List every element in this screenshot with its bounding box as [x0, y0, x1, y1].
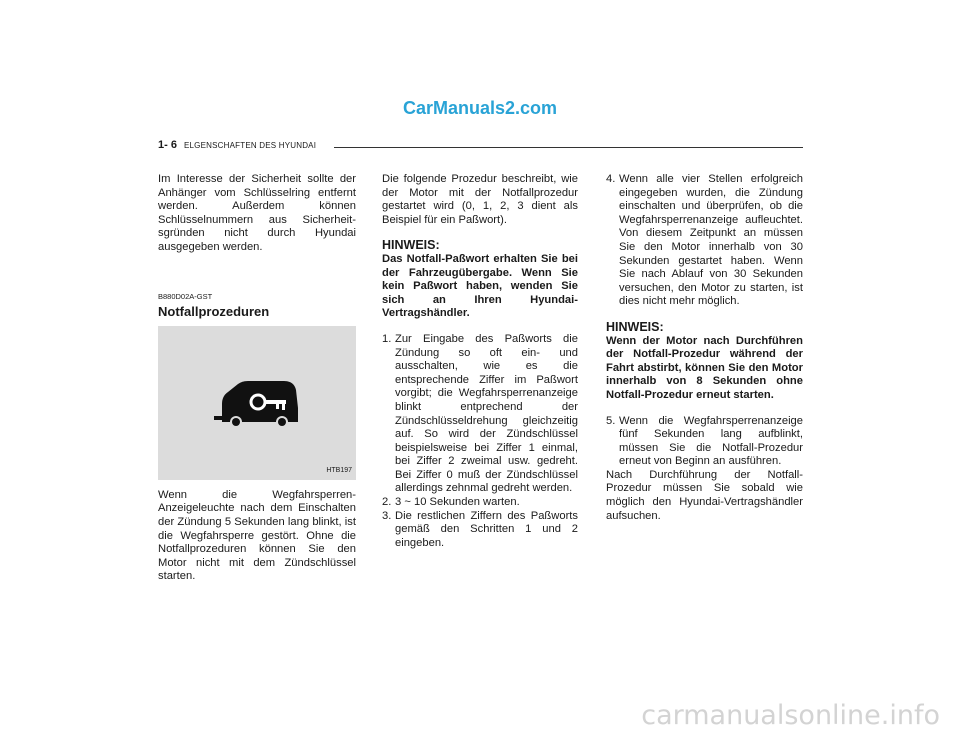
list-item — [606, 173, 803, 309]
list-item — [382, 496, 578, 510]
list-item — [382, 510, 578, 551]
step-text: Die restlichen Ziffern des Paßworts gemäß den Schritten 1 und 2 eingeben. — [395, 509, 578, 549]
section-heading: Notfallprozeduren — [158, 304, 270, 320]
list-item — [606, 415, 803, 469]
malfunction-paragraph: Wenn die Wegfahrsperren-Anzeigeleuchte nach dem Einschalten der Zündung 5 Sekunden lang blinkt, ist die Wegfahrsperre gestört. Ohne die Notfallprozeduren können Sie den Motor nicht mit dem Zündschlüssel starten. — [158, 488, 356, 583]
procedure-intro: Die folgende Prozedur beschreibt, wie der Motor mit der Notfallprozedur gestartet wird (0, 1, 2, 3 dient als Beispiel für ein Paßwort). — [382, 173, 578, 226]
section-title: ELGENSCHAFTEN DES HYUNDAI — [184, 141, 317, 150]
intro-paragraph: Im Interesse der Sicherheit sollte der Anhänger vom Schlüsselring entfernt werden. Außerdem können Schlüsselnummern aus Sicherheit-sgründen nicht durch Hyundai ausgegeben werden. — [158, 173, 356, 253]
step-text: Wenn die Wegfahrsperrenanzeige fünf Sekunden lang aufblinkt, müssen Sie die Notfall-Prozedur erneut von Beginn an ausführen. — [619, 414, 803, 468]
watermark-bottom: carmanualsonline.info — [641, 700, 940, 731]
step-number: 3. — [382, 509, 392, 522]
step-text: Zur Eingabe des Paßworts die Zündung so oft ein- und ausschalten, wie es die entsprechende Ziffer im Paßwort vorgibt; die Wegfahrsperrenanzeige blinkt entprechend der Zündschlüsseldrehung gleichzeitig auf. So wird der Zündschlüssel beispielsweise bei Ziffer 1 einmal, bei Ziffer 2 zweimal usw. gedreht. Bei Ziffer 0 muß der Zündschlüssel allerdings zehnmal gedreht werden. — [395, 332, 578, 495]
note-title: HINWEIS: — [382, 238, 440, 253]
closing-paragraph: Nach Durchführung der Notfall-Prozedur müssen Sie sobald wie möglich den Hyundai-Vertragshändler aufsuchen. — [606, 468, 803, 522]
page-header — [158, 140, 803, 154]
step-number: 1. — [382, 332, 392, 345]
step-number: 2. — [382, 496, 392, 509]
note-body: Wenn der Motor nach Durchführen der Notfall-Prozedur während der Fahrt abstirbt, können Sie den Motor innerhalb von 8 Sekunden ohne Notfall-Prozedur erneut starten. — [606, 334, 803, 401]
step-number: 5. — [606, 414, 616, 427]
document-code: B880D02A-GST — [158, 291, 213, 301]
procedure-steps — [382, 333, 578, 551]
step-text: 3 ~ 10 Sekunden warten. — [395, 496, 520, 509]
step-number: 4. — [606, 173, 616, 185]
column-3 — [606, 173, 803, 523]
list-item — [382, 333, 578, 496]
figure-label: HTB197 — [326, 467, 352, 475]
page-number: 1- 6 — [158, 139, 177, 151]
step-text: Wenn alle vier Stellen erfolgreich eingegeben wurden, die Zündung einschalten und überprüfen, ob die Wegfahrsperrenanzeige aufleuchtet. Von diesem Zeitpunkt an müssen Sie den Motor innerhalb von 30 Sekunden gestartet haben. Wenn Sie nach Ablauf von 30 Sekunden versuchen, den Motor zu starten, ist dies nicht mehr möglich. — [619, 173, 803, 308]
column-1 — [158, 173, 356, 584]
figure-immobilizer — [158, 326, 356, 480]
immobilizer-key-car-icon — [214, 378, 300, 428]
note-body: Das Notfall-Paßwort erhalten Sie bei der Fahrzeugübergabe. Wenn Sie kein Paßwort haben, wenden Sie sich an Ihren Hyundai-Vertragshändler. — [382, 252, 578, 320]
header-rule — [334, 147, 803, 148]
note-title: HINWEIS: — [606, 319, 664, 334]
watermark-top: CarManuals2.com — [402, 98, 558, 118]
column-2 — [382, 173, 578, 550]
